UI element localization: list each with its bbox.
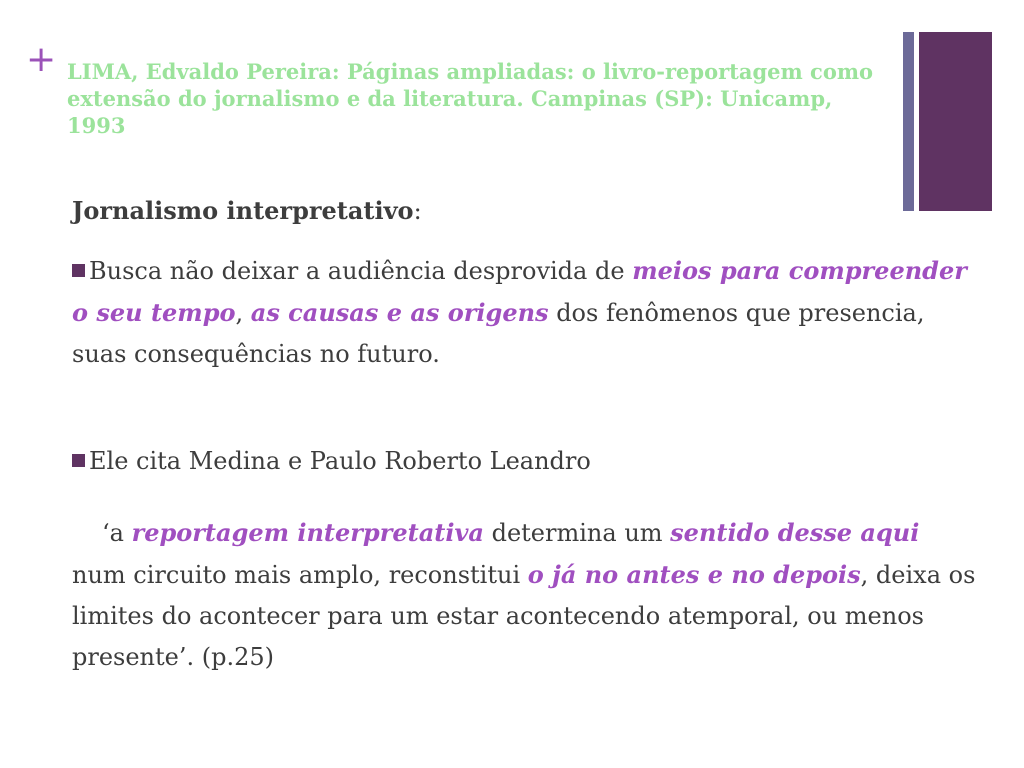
decorative-bar-thin (903, 32, 914, 211)
bullet1-emphasis-2: as causas e as origens (250, 298, 549, 327)
quote-emphasis-2: sentido desse aqui (670, 518, 920, 547)
section-heading (72, 190, 977, 232)
slide-content (72, 190, 977, 678)
square-bullet-icon (72, 454, 85, 467)
quote-text-1: ‘a (102, 519, 132, 547)
square-bullet-icon (72, 264, 85, 277)
bullet1-text-2: , (235, 299, 251, 327)
bullet1-text-1: Busca não deixar a audiência desprovida de (89, 257, 633, 285)
decorative-bar-thick (919, 32, 992, 211)
quote-text-2: determina um (483, 519, 671, 547)
quote-text-4: , deixa os limites do acontecer para um estar acontecendo atemporal, ou menos presente’. (p.25) (72, 561, 976, 671)
bullet2-text: Ele cita Medina e Paulo Roberto Leandro (89, 447, 591, 475)
bullet1-text-3: dos fenômenos que presencia, suas consequências no futuro. (72, 299, 925, 368)
quote-emphasis-3: o já no antes e no depois (527, 560, 861, 589)
slide-title: LIMA, Edvaldo Pereira: Páginas ampliadas: o livro-reportagem como extensão do jornalismo e da literatura. Campinas (SP): Unicamp, 1993 (67, 59, 874, 138)
plus-icon: + (26, 39, 57, 80)
quote-text-3: num circuito mais amplo, reconstitui (72, 561, 528, 589)
bullet-paragraph-1 (72, 250, 977, 375)
heading-colon: : (413, 197, 422, 225)
quote-paragraph (72, 512, 977, 678)
bullet1-emphasis-1: meios para compreender o seu tempo (72, 256, 967, 327)
quote-emphasis-1: reportagem interpretativa (131, 518, 484, 547)
bullet-paragraph-2 (72, 441, 977, 482)
heading-text: Jornalismo interpretativo (72, 196, 414, 225)
